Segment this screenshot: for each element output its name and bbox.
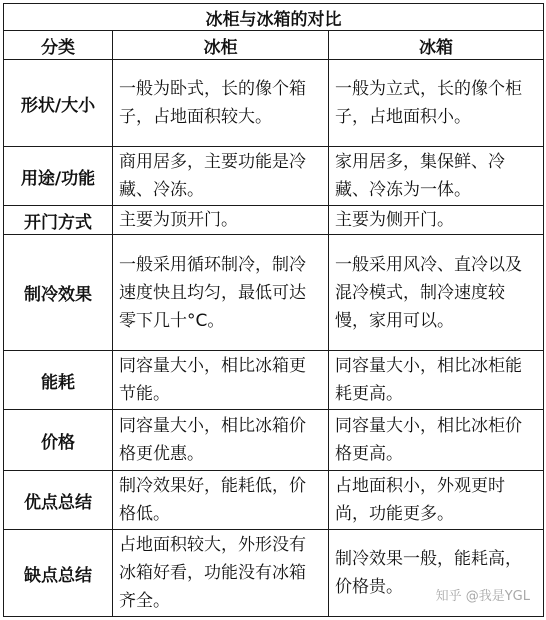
freezer-cell: 商用居多，主要功能是冷藏、冷冻。: [113, 147, 329, 206]
freezer-cell: 同容量大小，相比冰箱价格更优惠。: [113, 410, 329, 471]
row-label: 形状/大小: [4, 60, 113, 147]
freezer-cell: 一般为卧式，长的像个箱子，占地面积较大。: [113, 60, 329, 147]
fridge-cell: 同容量大小，相比冰柜能耗更高。: [329, 351, 544, 410]
header-category: 分类: [4, 31, 113, 60]
table-row: [4, 351, 544, 410]
fridge-cell: 一般采用风冷、直冷以及混冷模式，制冷速度较慢，家用可以。: [329, 235, 544, 351]
fridge-cell: 制冷效果一般，能耗高，价格贵。: [329, 530, 544, 617]
row-label: 制冷效果: [4, 235, 113, 351]
table-row: [4, 235, 544, 351]
row-label: 缺点总结: [4, 530, 113, 617]
comparison-table: [3, 3, 544, 617]
row-label: 开门方式: [4, 206, 113, 235]
header-fridge: 冰箱: [329, 31, 544, 60]
header-row: [4, 31, 544, 60]
table-row: [4, 206, 544, 235]
fridge-cell: 主要为侧开门。: [329, 206, 544, 235]
row-label: 优点总结: [4, 471, 113, 530]
freezer-cell: 主要为顶开门。: [113, 206, 329, 235]
zhihu-watermark: 知乎 @我是YGL: [435, 589, 530, 604]
freezer-cell: 一般采用循环制冷，制冷速度快且均匀，最低可达零下几十°C。: [113, 235, 329, 351]
fridge-cell: 同容量大小，相比冰柜价格更高。: [329, 410, 544, 471]
fridge-cell: 家用居多，集保鲜、冷藏、冷冻为一体。: [329, 147, 544, 206]
table-title: 冰柜与冰箱的对比: [4, 4, 544, 31]
row-label: 用途/功能: [4, 147, 113, 206]
table-row: [4, 147, 544, 206]
table-row: [4, 410, 544, 471]
row-label: 价格: [4, 410, 113, 471]
table-row: [4, 60, 544, 147]
row-label: 能耗: [4, 351, 113, 410]
table-row: [4, 471, 544, 530]
freezer-cell: 占地面积较大，外形没有冰箱好看，功能没有冰箱齐全。: [113, 530, 329, 617]
title-row: [4, 4, 544, 31]
freezer-cell: 制冷效果好，能耗低，价格低。: [113, 471, 329, 530]
header-freezer: 冰柜: [113, 31, 329, 60]
fridge-cell: 占地面积小，外观更时尚，功能更多。: [329, 471, 544, 530]
freezer-cell: 同容量大小，相比冰箱更节能。: [113, 351, 329, 410]
fridge-cell: 一般为立式，长的像个柜子，占地面积小。: [329, 60, 544, 147]
